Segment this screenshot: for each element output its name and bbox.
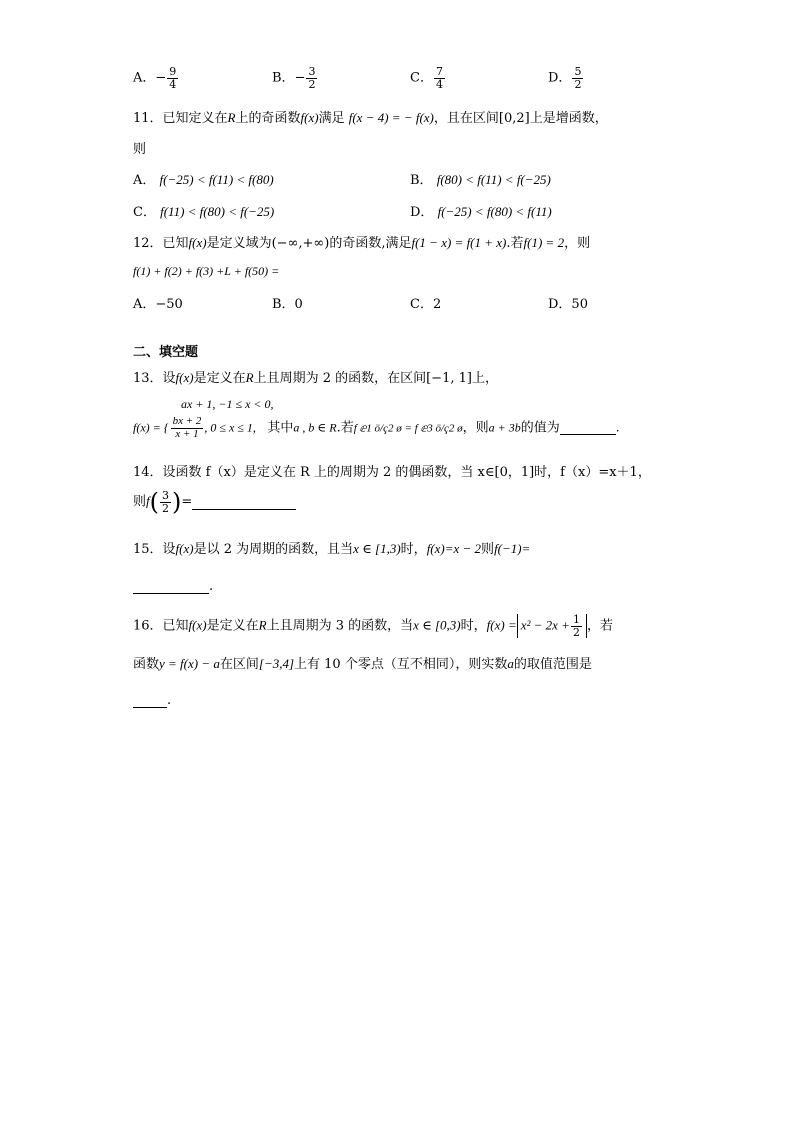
q16-stem-cont: 函数y = f(x) − a在区间[−3,4]上有 10 个零点（互不相同），则实数a的取值范围是 — [133, 656, 592, 672]
q12-option-a: A．−50 — [133, 297, 183, 312]
q16-stem: 16．已知f(x)是定义在R上且周期为 3 的函数，当x ∈ [0,3)时，f(x) = x² − 2x + $\frac{1}{2}$ ，若 — [133, 613, 613, 639]
left-paren: ( — [149, 488, 160, 517]
option-label: A． — [133, 70, 156, 86]
q11-option-b: B． f(80) < f(11) < f(−25) — [410, 172, 551, 188]
q13-piece-top: ax + 1, −1 ≤ x < 0, — [181, 397, 274, 411]
fraction: $\frac{5}{2}$ — [574, 65, 582, 91]
fraction: $\frac{1}{2}$ — [572, 613, 580, 639]
q12-stem: 12．已知f(x)是定义域为(−∞,+∞)的奇函数,满足f(1 − x) = f(1 + x).若f(1) = 2，则 — [133, 235, 591, 251]
fraction: $\frac{bx + 2}{x + 1}$ — [172, 415, 202, 440]
q13-definition: f(x) = { $\frac{bx + 2}{x + 1}$ , 0 ≤ x ≤ 1, 其中a , b ∈ R.若f ⅇ1 ö/ç2 ø = f ⅇ3 ö/ç2 ø，则a + 3b的值为 . — [133, 415, 620, 440]
q11-option-c: C． f(11) < f(80) < f(−25) — [133, 204, 275, 220]
q14-stem: 14．设函数 f（x）是定义在 R 上的周期为 2 的偶函数，当 x∈[0，1]时，f（x）=x＋1， — [133, 465, 651, 480]
right-paren: ) — [172, 488, 182, 517]
q16-answer-line: . — [133, 694, 171, 708]
answer-blank[interactable] — [133, 580, 209, 594]
fraction: $\frac{3}{2}$ — [308, 65, 316, 91]
option-label: D． — [548, 70, 572, 86]
q11-option-d: D． f(−25) < f(80) < f(11) — [410, 204, 552, 220]
q10-option-d — [548, 66, 584, 90]
q12-sum: f(1) + f(2) + f(3) +L + f(50) = — [133, 264, 280, 278]
q10-option-a: A．− $\frac{9}{4}$ — [133, 65, 177, 91]
section-title: 二、填空题 — [133, 345, 199, 360]
q15-stem: 15．设f(x)是以 2 为周期的函数，且当x ∈ [1,3)时，f(x)=x − 2则f(−1)= — [133, 541, 531, 557]
option-label: C． — [410, 70, 433, 86]
fraction: $\frac{9}{4}$ — [169, 65, 177, 91]
answer-blank[interactable] — [192, 496, 296, 510]
q13-stem: 13．设f(x)是定义在R上且周期为 2 的函数，在区间[−1, 1]上， — [133, 370, 498, 386]
q10-option-b: B．− $\frac{3}{2}$ — [272, 65, 316, 91]
fraction: $\frac{7}{4}$ — [435, 65, 443, 91]
q11-stem-cont: 则 — [133, 142, 147, 157]
answer-blank[interactable] — [560, 422, 616, 435]
q12-option-c: C．2 — [410, 297, 442, 312]
q11-option-a: A． f(−25) < f(11) < f(80) — [133, 172, 274, 188]
fraction: $\frac{3}{2}$ — [162, 489, 170, 515]
option-label: B． — [272, 70, 295, 86]
q12-option-b: B．0 — [272, 297, 303, 312]
answer-blank[interactable] — [133, 694, 167, 708]
q11-stem: 11．已知定义在R上的奇函数f(x)满足 f(x − 4) = − f(x)，且在区间[0,2]上是增函数， — [133, 110, 608, 126]
q14-stem-cont: 则f( $\frac{3}{2}$ )= — [133, 490, 296, 514]
q12-option-d: D．50 — [548, 297, 588, 312]
q15-answer-line: . — [133, 580, 213, 594]
absolute-value: x² − 2x + $\frac{1}{2}$ — [517, 614, 587, 638]
q10-option-c — [410, 66, 446, 90]
